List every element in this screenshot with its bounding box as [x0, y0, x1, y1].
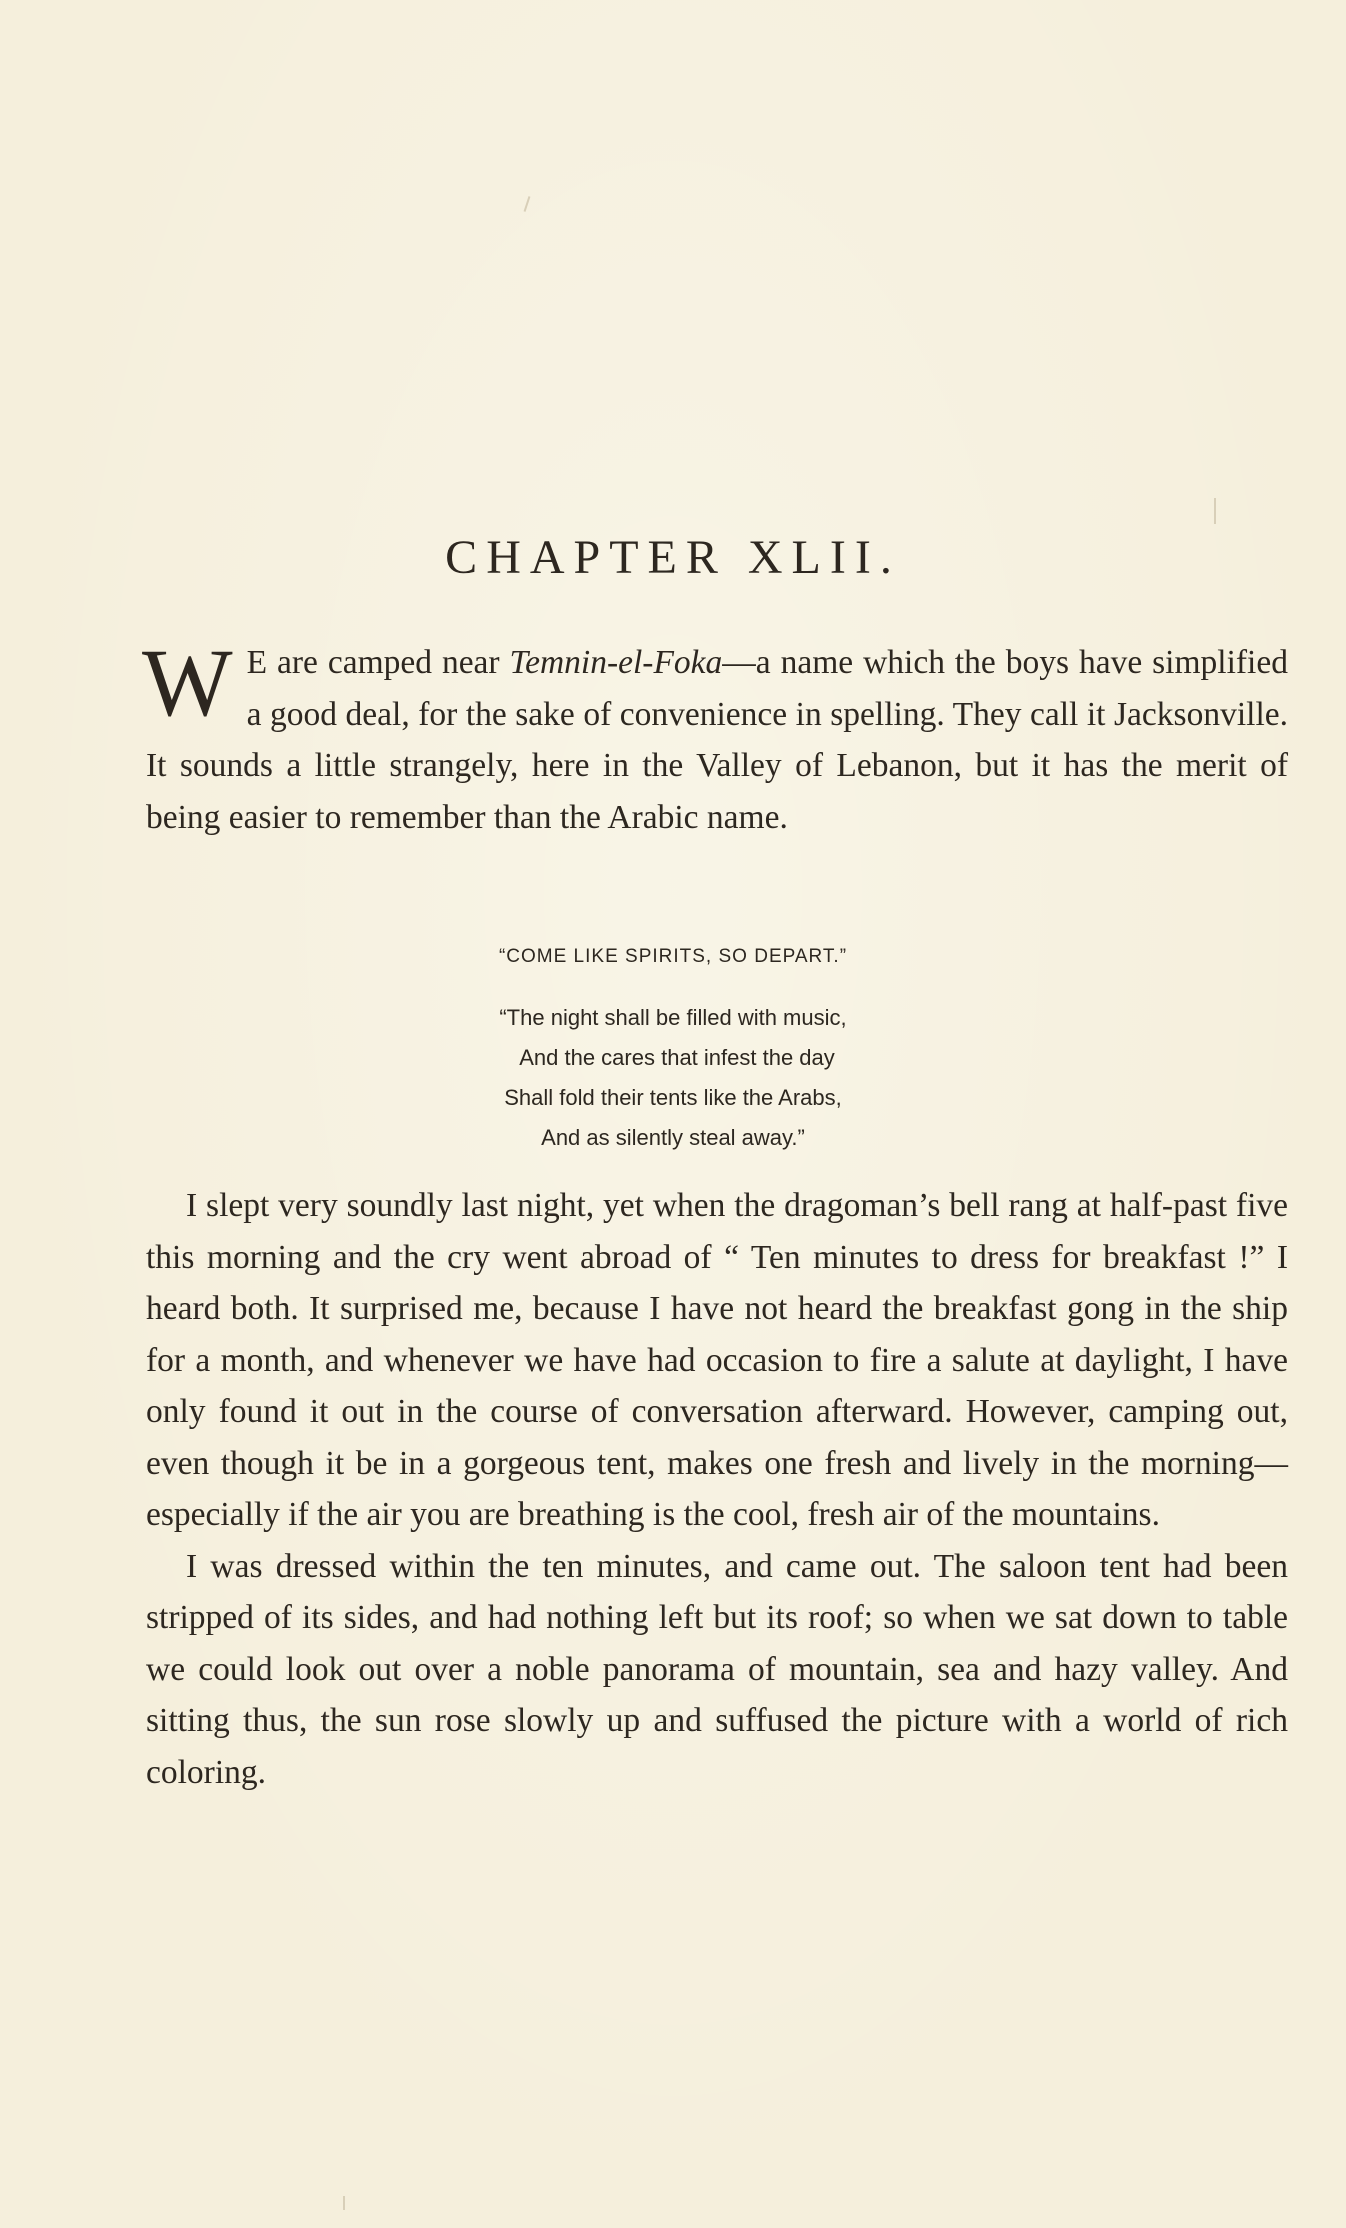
verse-line: And as silently steal away.”	[541, 1125, 805, 1150]
paper-speck	[1214, 498, 1216, 524]
paragraph: I slept very soundly last night, yet when the dragoman’s bell rang at half-past five this morning and the cry went abroad of “ Ten minutes to dress for breakfast !” I heard both. It surprised me, because I have not heard the breakfast gong in the ship for a month, and whenever we have had occasion to fire a salute at daylight, I have only found it out in the course of conversation afterward. However, camping out, even though it be in a gorgeous tent, makes one fresh and lively in the morning—especially if the air you are breathing is the cool, fresh air of the mountains.	[146, 1187, 1288, 1533]
chapter-title: CHAPTER XLII.	[445, 531, 901, 585]
paragraph: I was dressed within the ten minutes, and came out. The saloon tent had been stripped of its sides, and had nothing left but its roof; so when we sat down to table we could look out over a noble panorama of mountain, sea and hazy valley. And sitting thus, the sun rose slowly up and suffused the picture with a world of rich coloring.	[146, 1547, 1288, 1791]
opening-paragraph	[142, 629, 1288, 843]
paper-speck	[524, 196, 531, 212]
verse-title: “COME LIKE SPIRITS, SO DEPART.”	[498, 946, 848, 967]
verse-line: Shall fold their tents like the Arabs,	[504, 1085, 842, 1110]
opening-lead-text: E are camped near	[246, 644, 510, 681]
paper-speck	[343, 2196, 345, 2210]
body-text	[146, 1180, 1288, 1798]
opening-rest-text: —a name which the boys have simplified a good deal, for the sake of convenience in spelling. They call it Jacksonville. It sounds a little strangely, here in the Valley of Lebanon, but it has the merit of being easier to remember than the Arabic name.	[146, 644, 1288, 836]
drop-cap: W	[142, 629, 233, 736]
verse-line: And the cares that infest the day	[519, 1045, 835, 1070]
verse-line: “The night shall be filled with music,	[499, 1005, 847, 1030]
place-name: Temnin-el-Foka	[509, 644, 723, 681]
verse-stanza	[0, 998, 1346, 1158]
